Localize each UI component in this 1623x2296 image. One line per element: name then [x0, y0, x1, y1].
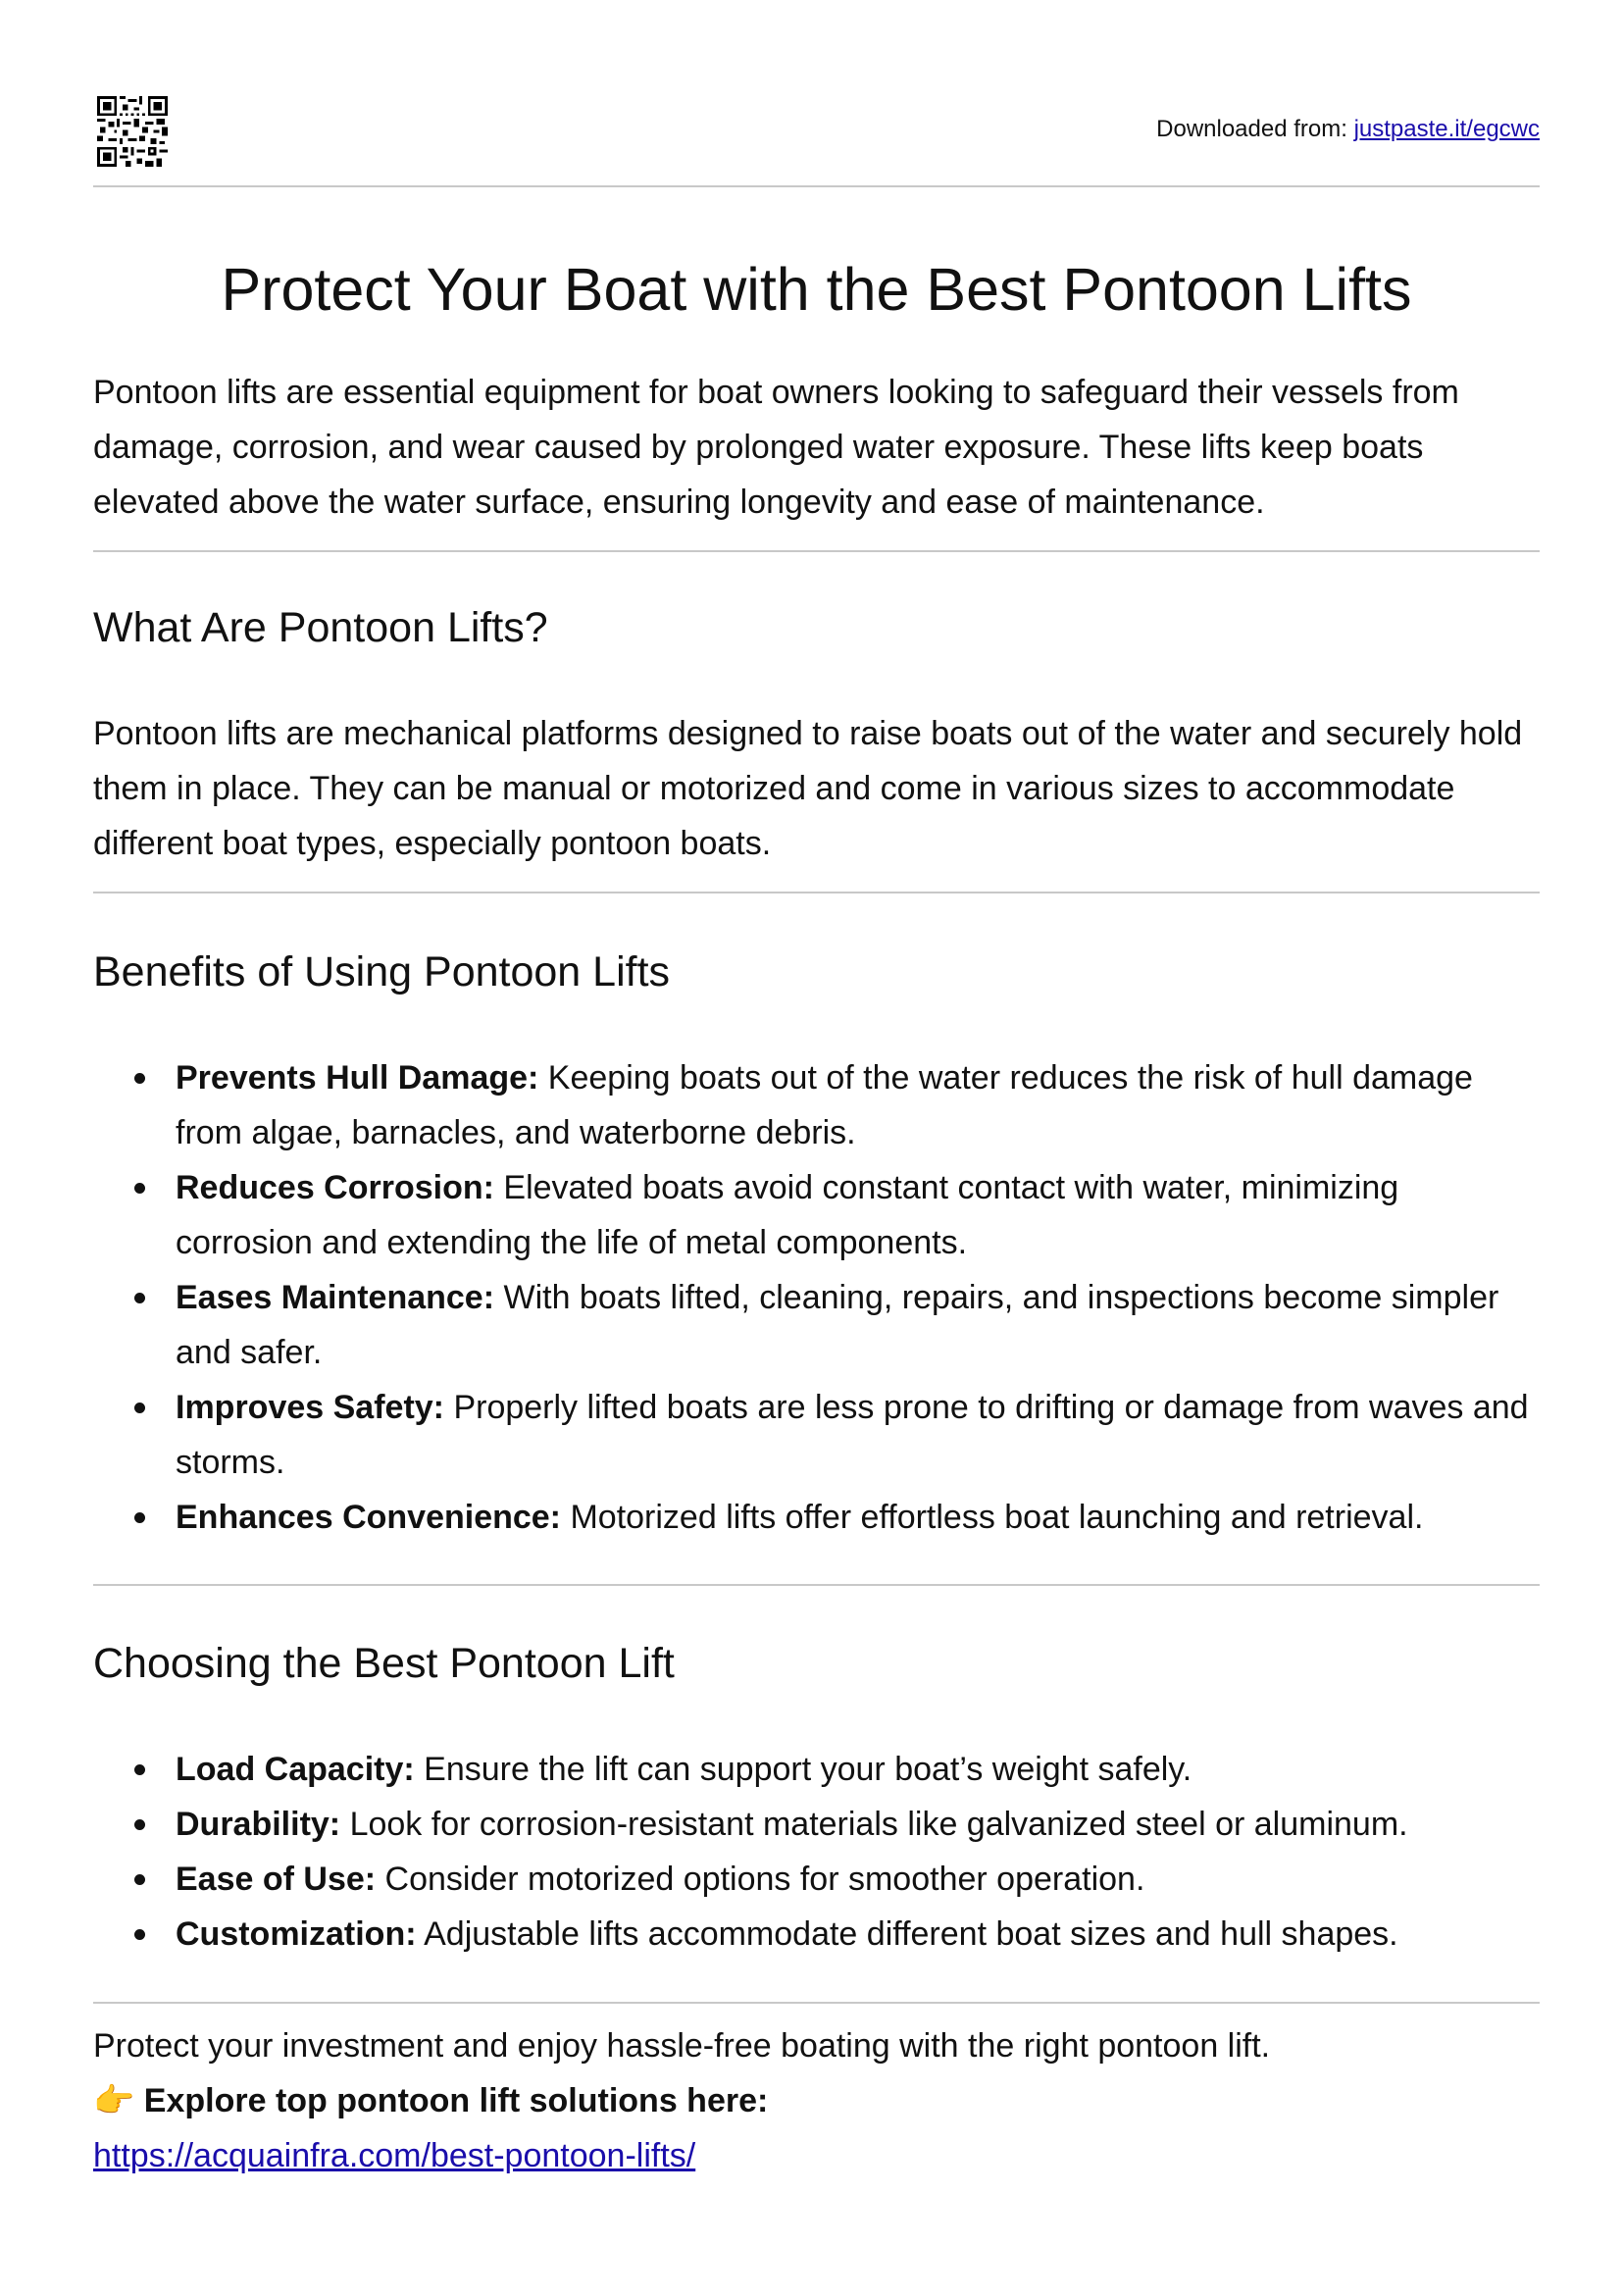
item-term: Eases Maintenance:: [176, 1279, 495, 1316]
divider: [93, 2002, 1540, 2004]
item-text: With boats lifted, cleaning, repairs, and inspections become simpler and safer.: [176, 1279, 1499, 1371]
item-text: Look for corrosion-resistant materials like galvanized steel or aluminum.: [340, 1806, 1408, 1843]
closing-text: Protect your investment and enjoy hassle-free boating with the right pontoon lift.: [93, 2027, 1271, 2065]
list-item: [93, 1160, 1540, 1270]
bullet-icon: [134, 1293, 145, 1303]
item-text: Consider motorized options for smoother operation.: [376, 1861, 1145, 1898]
list-item: [93, 1270, 1540, 1380]
heading-choosing: Choosing the Best Pontoon Lift: [93, 1640, 675, 1687]
bullet-icon: [134, 1929, 145, 1940]
item-term: Prevents Hull Damage:: [176, 1059, 539, 1097]
item-text: Properly lifted boats are less prone to drifting or damage from waves and storms.: [176, 1389, 1529, 1481]
item-term: Customization:: [176, 1915, 417, 1953]
divider: [93, 892, 1540, 893]
item-term: Enhances Convenience:: [176, 1499, 562, 1536]
choosing-list-wrapper: [93, 1742, 1540, 1962]
heading-what-are-pontoon-lifts: What Are Pontoon Lifts?: [93, 604, 548, 651]
list-item: [93, 1742, 1540, 1797]
list-item: [93, 1050, 1540, 1160]
bullet-icon: [134, 1874, 145, 1885]
bullet-icon: [134, 1073, 145, 1084]
bullet-icon: [134, 1183, 145, 1194]
section-what-body: [93, 706, 1540, 871]
pointing-hand-icon: 👉: [93, 2082, 135, 2119]
intro-text: Pontoon lifts are essential equipment for boat owners looking to safeguard their vessels from damage, corrosion, and wear caused by prolonged water exposure. These lifts keep boats elevated above the water surface, ensuring longevity and ease of maintenance.: [93, 374, 1459, 521]
download-source: [1156, 116, 1540, 143]
intro-paragraph: [93, 365, 1540, 530]
benefits-list-wrapper: [93, 1050, 1540, 1545]
page-header: [93, 0, 1540, 187]
item-text: Adjustable lifts accommodate different boat sizes and hull shapes.: [416, 1915, 1398, 1953]
bullet-icon: [134, 1403, 145, 1413]
page-title: Protect Your Boat with the Best Pontoon Lifts: [221, 256, 1412, 323]
qr-code-icon: [97, 96, 168, 167]
bullet-icon: [134, 1764, 145, 1775]
download-label: Downloaded from:: [1156, 116, 1347, 142]
choosing-list: [93, 1742, 1540, 1962]
bullet-icon: [134, 1512, 145, 1523]
item-term: Improves Safety:: [176, 1389, 444, 1426]
bullet-icon: [134, 1819, 145, 1830]
list-item: [93, 1380, 1540, 1490]
list-item: [93, 1797, 1540, 1852]
list-item: [93, 1852, 1540, 1907]
item-text: Elevated boats avoid constant contact with water, minimizing corrosion and extending the life of metal components.: [176, 1169, 1399, 1261]
cta-line: [93, 2073, 1540, 2128]
divider: [93, 550, 1540, 552]
divider: [93, 1584, 1540, 1586]
pontoon-lifts-link[interactable]: https://acquainfra.com/best-pontoon-lifts/: [93, 2137, 696, 2174]
cta-text: Explore top pontoon lift solutions here:: [143, 2082, 769, 2119]
document-page: [93, 0, 1540, 2174]
footer-section: [93, 2018, 1540, 2183]
list-item: [93, 1907, 1540, 1962]
list-item: [93, 1490, 1540, 1545]
heading-benefits: Benefits of Using Pontoon Lifts: [93, 948, 671, 995]
item-text: Keeping boats out of the water reduces the risk of hull damage from algae, barnacles, and waterborne debris.: [176, 1059, 1473, 1151]
what-text: Pontoon lifts are mechanical platforms designed to raise boats out of the water and securely hold them in place. They can be manual or motorized and come in various sizes to accommodate different boat types, especially pontoon boats.: [93, 715, 1523, 862]
source-link[interactable]: justpaste.it/egcwc: [1353, 116, 1540, 142]
item-text: Motorized lifts offer effortless boat launching and retrieval.: [561, 1499, 1424, 1536]
item-term: Durability:: [176, 1806, 341, 1843]
item-term: Load Capacity:: [176, 1751, 415, 1788]
item-term: Ease of Use:: [176, 1861, 377, 1898]
item-text: Ensure the lift can support your boat’s weight safely.: [414, 1751, 1192, 1788]
item-term: Reduces Corrosion:: [176, 1169, 494, 1206]
benefits-list: [93, 1050, 1540, 1545]
